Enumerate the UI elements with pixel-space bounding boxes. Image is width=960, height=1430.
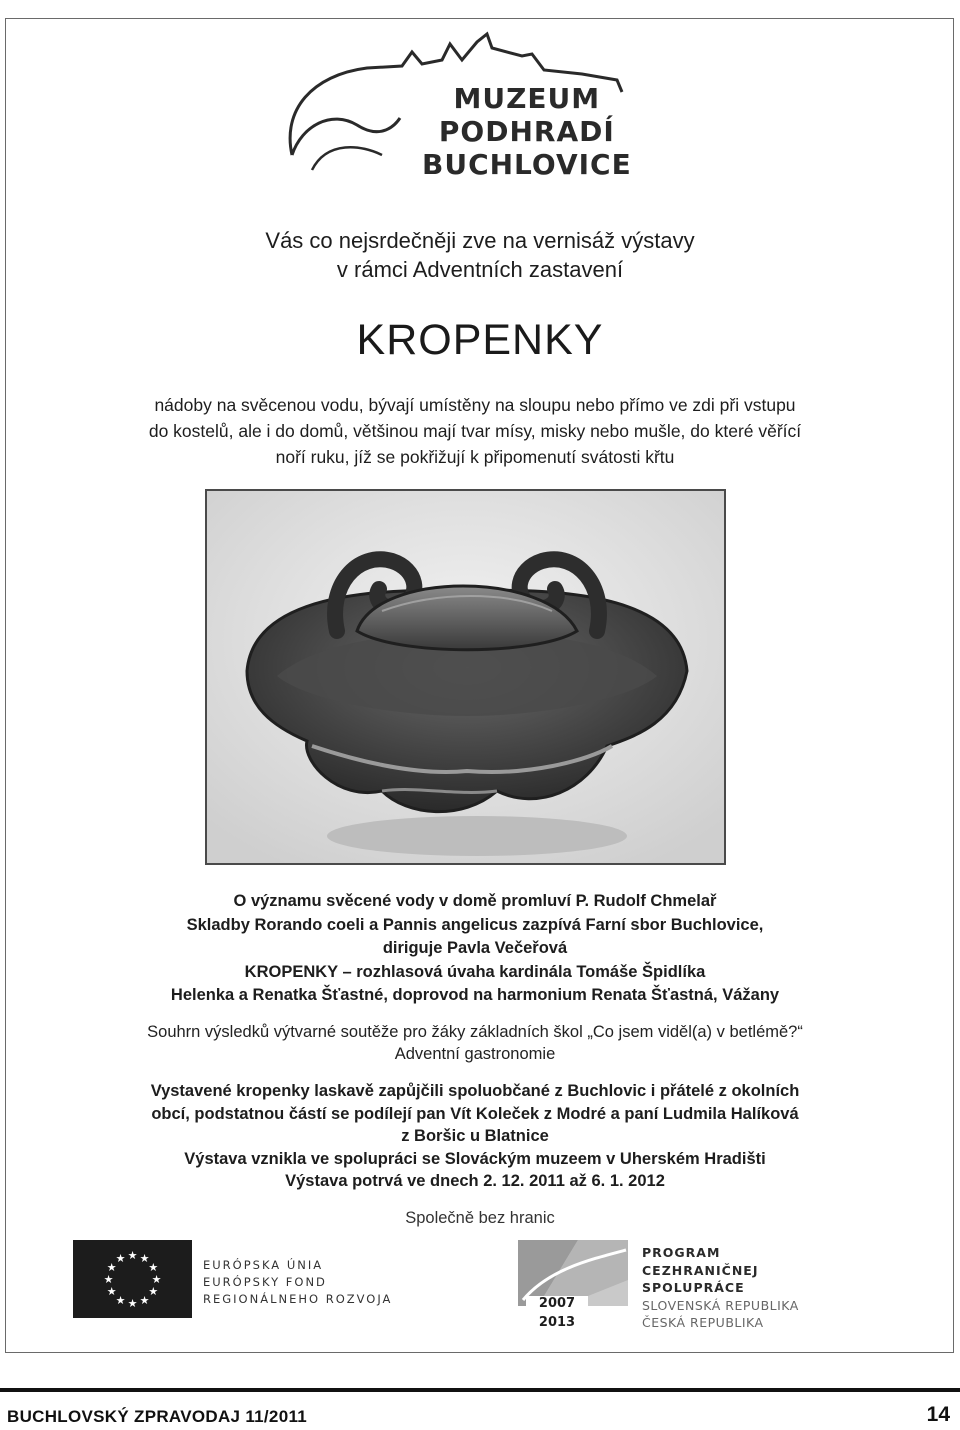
logo-line-2: PODHRADÍ — [438, 115, 615, 148]
programme-line-3: SPOLUPRÁCE — [642, 1280, 745, 1295]
eu-line-2: EURÓPSKY FOND — [203, 1275, 327, 1289]
eu-star-icon: ★ — [127, 1297, 138, 1310]
eu-stars-icon — [73, 1240, 192, 1318]
eu-fund-text — [203, 1257, 392, 1308]
eu-star-icon: ★ — [106, 1285, 117, 1298]
eu-star-icon: ★ — [127, 1249, 138, 1262]
programme-line-1: PROGRAM — [642, 1245, 721, 1260]
eu-star-icon: ★ — [139, 1252, 150, 1266]
thanks-line-1: Vystavené kropenky laskavě zapůjčili spoluobčané z Buchlovic i přátelé z okolních — [150, 1082, 800, 1100]
eu-star-icon: ★ — [151, 1273, 162, 1286]
programme-line-2: CEZHRANIČNEJ — [642, 1262, 759, 1278]
contest-info — [60, 1021, 890, 1065]
thanks-line-5: Výstava potrvá ve dnech 2. 12. 2011 až 6. 1. 2012 — [285, 1172, 665, 1190]
eu-star-icon: ★ — [148, 1285, 159, 1298]
eu-flag-icon — [73, 1240, 192, 1318]
eu-star-icon: ★ — [115, 1293, 126, 1307]
holy-water-font-photo — [205, 489, 726, 865]
eu-line-1: EURÓPSKA ÚNIA — [203, 1258, 324, 1272]
thanks-line-2: obcí, podstatnou částí se podílejí pan Vít Koleček z Modré a paní Ludmila Halíková — [151, 1104, 799, 1123]
invitation — [0, 226, 960, 284]
logo-line-3: BUCHLOVICE — [422, 148, 632, 181]
invitation-line-1: Vás co nejsrdečněji zve na vernisáž výstavy — [265, 228, 695, 253]
programme-line-4: SLOVENSKÁ REPUBLIKA — [642, 1297, 799, 1313]
programme-text — [642, 1244, 799, 1332]
slogan: Společně bez hranic — [405, 1209, 555, 1227]
program-line-1: O významu svěcené vody v domě promluví P. Rudolf Chmelař — [233, 892, 717, 910]
eu-star-icon: ★ — [139, 1293, 150, 1307]
thanks-line-3: z Boršic u Blatnice — [401, 1127, 549, 1145]
publication-title: BUCHLOVSKÝ ZPRAVODAJ 11/2011 — [7, 1407, 308, 1426]
years-top: 2007 — [538, 1296, 576, 1311]
invitation-line-2: v rámci Adventních zastavení — [336, 257, 624, 282]
definition — [60, 392, 890, 470]
logo-line-1: MUZEUM — [453, 82, 601, 115]
program-line-2: Skladby Rorando coeli a Pannis angelicus zazpívá Farní sbor Buchlovice, — [186, 915, 764, 934]
contest-line-1: Souhrn výsledků výtvarné soutěže pro žáky základních škol „Co jsem viděl(a) v betlémě?“ — [147, 1023, 803, 1041]
program-line-5: Helenka a Renatka Šťastné, doprovod na harmonium Renata Šťastná, Vážany — [170, 986, 780, 1004]
definition-line-2: do kostelů, ale i do domů, většinou mají tvar mísy, misky nebo mušle, do které věřící — [148, 421, 802, 441]
contest-line-2: Adventní gastronomie — [394, 1045, 556, 1063]
program-line-3: diriguje Pavla Večeřová — [382, 939, 568, 957]
eu-star-icon: ★ — [115, 1252, 126, 1266]
years-bottom: 2013 — [538, 1315, 576, 1330]
museum-logo — [282, 30, 662, 190]
eu-star-icon: ★ — [103, 1273, 114, 1286]
definition-line-1: nádoby na svěcenou vodu, bývají umístěny na sloupu nebo přímo ve zdi při vstupu — [154, 395, 796, 415]
eu-star-icon: ★ — [106, 1261, 117, 1274]
thanks-line-4: Výstava vznikla ve spolupráci se Slováckým muzeem v Uherském Hradišti — [184, 1149, 766, 1168]
programme-emblem-icon — [518, 1240, 628, 1332]
footer-divider — [0, 1388, 960, 1392]
programme-logo — [518, 1240, 628, 1332]
event-program — [60, 890, 890, 1008]
definition-line-3: noří ruku, jíž se pokřižují k připomenutí svátosti křtu — [275, 447, 675, 467]
programme-line-5: ČESKÁ REPUBLIKA — [642, 1315, 764, 1330]
page-number: 14 — [926, 1403, 950, 1426]
eu-line-3: REGIONÁLNEHO ROZVOJA — [203, 1292, 393, 1306]
exhibition-title: KROPENKY — [356, 316, 604, 364]
program-line-4: KROPENKY – rozhlasová úvaha kardinála Tomáše Špidlíka — [244, 962, 706, 981]
eu-star-icon: ★ — [148, 1261, 159, 1274]
acknowledgements — [60, 1080, 890, 1193]
shell-basin-image — [207, 491, 724, 863]
